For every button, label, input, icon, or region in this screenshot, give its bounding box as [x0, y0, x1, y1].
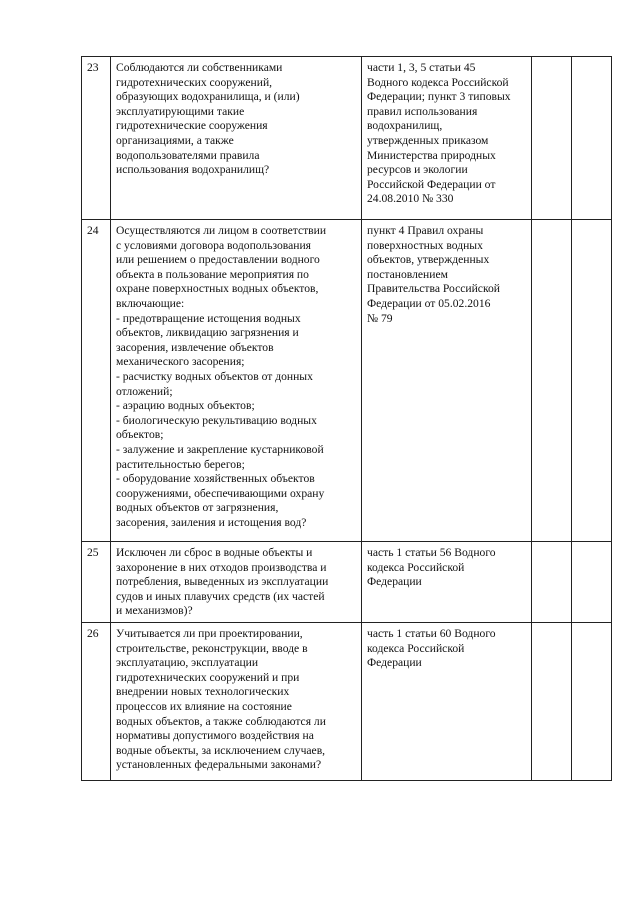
- question-cell: [111, 220, 362, 542]
- question-line: объекта в пользование мероприятия по: [116, 267, 309, 281]
- question-line: строительстве, реконструкции, вводе в: [116, 641, 308, 655]
- question-line: и механизмов)?: [116, 604, 193, 618]
- reference-line: 24.08.2010 № 330: [367, 192, 454, 206]
- reference-line: часть 1 статьи 56 Водного: [367, 546, 496, 559]
- answer-cell-b: [572, 220, 612, 542]
- question-line: Учитывается ли при проектировании,: [116, 626, 303, 640]
- reference-line: Российской Федерации от: [367, 177, 496, 191]
- question-line: Соблюдаются ли собственниками: [116, 61, 283, 74]
- question-line: использования водохранилищ?: [116, 163, 270, 177]
- table-row: [82, 57, 612, 220]
- question-line: объектов, ликвидацию загрязнения и: [116, 326, 299, 340]
- question-line: водных объектов от загрязнения,: [116, 501, 279, 515]
- reference-line: Федерации от 05.02.2016: [367, 296, 491, 310]
- question-line: растительностью берегов;: [116, 457, 245, 471]
- question-line: или решением о предоставлении водного: [116, 253, 320, 267]
- question-line: - аэрацию водных объектов;: [116, 399, 255, 413]
- question-line: объектов;: [116, 428, 164, 442]
- question-line: установленных федеральными законами?: [116, 758, 322, 772]
- question-cell: [111, 622, 362, 780]
- question-line: с условиями договора водопользования: [116, 238, 312, 252]
- question-line: эксплуатацию, эксплуатации: [116, 656, 259, 670]
- question-line: отложений;: [116, 384, 173, 398]
- question-line: - залужение и закрепление кустарниковой: [116, 442, 324, 456]
- checklist-body: [82, 57, 612, 781]
- answer-cell-b: [572, 542, 612, 623]
- reference-line: правил использования: [367, 104, 478, 118]
- question-line: образующих водохранилища, и (или): [116, 90, 300, 104]
- reference-line: пункт 4 Правил охраны: [367, 224, 484, 237]
- table-row: [82, 220, 612, 542]
- reference-line: Федерации; пункт 3 типовых: [367, 90, 511, 104]
- reference-line: кодекса Российской: [367, 560, 465, 574]
- question-line: Исключен ли сброс в водные объекты и: [116, 546, 313, 559]
- question-line: потребления, выведенных из эксплуатации: [116, 575, 329, 589]
- reference-line: постановлением: [367, 267, 448, 281]
- question-line: - предотвращение истощения водных: [116, 311, 301, 325]
- question-line: - биологическую рекультивацию водных: [116, 413, 317, 427]
- question-line: водных объектов, а также соблюдаются ли: [116, 714, 326, 728]
- question-line: захоронение в них отходов производства и: [116, 560, 327, 574]
- answer-cell-a: [532, 220, 572, 542]
- question-line: - оборудование хозяйственных объектов: [116, 472, 315, 486]
- question-cell: [111, 57, 362, 220]
- question-line: эксплуатирующими такие: [116, 104, 245, 118]
- row-number: 23: [82, 57, 111, 220]
- reference-line: Министерства природных: [367, 148, 496, 162]
- question-line: водные объекты, за исключением случаев,: [116, 743, 326, 757]
- question-line: Осуществляются ли лицом в соответствии: [116, 224, 327, 237]
- answer-cell-a: [532, 57, 572, 220]
- reference-line: Правительства Российской: [367, 282, 500, 296]
- legal-reference-cell: [362, 57, 532, 220]
- reference-line: Федерации: [367, 575, 422, 589]
- question-line: судов и иных плавучих средств (их частей: [116, 589, 325, 603]
- legal-reference-cell: [362, 220, 532, 542]
- row-number: 26: [82, 622, 111, 780]
- question-line: нормативы допустимого воздействия на: [116, 729, 314, 743]
- answer-cell-b: [572, 622, 612, 780]
- question-line: засорения, извлечение объектов: [116, 340, 274, 354]
- question-cell: [111, 542, 362, 623]
- table-row: [82, 622, 612, 780]
- question-line: гидротехнических сооружений,: [116, 75, 273, 89]
- row-number: 24: [82, 220, 111, 542]
- question-line: охране поверхностных водных объектов,: [116, 282, 319, 296]
- answer-cell-a: [532, 542, 572, 623]
- question-line: процессов их влияние на состояние: [116, 699, 292, 713]
- reference-line: ресурсов и экологии: [367, 163, 468, 177]
- row-number: 25: [82, 542, 111, 623]
- question-line: организациями, а также: [116, 133, 234, 147]
- reference-line: водохранилищ,: [367, 119, 443, 133]
- question-line: сооружениями, обеспечивающими охрану: [116, 486, 325, 500]
- reference-line: Водного кодекса Российской: [367, 75, 509, 89]
- question-line: засорения, заиления и истощения вод?: [116, 515, 307, 529]
- reference-line: Федерации: [367, 656, 422, 670]
- reference-line: № 79: [367, 311, 393, 325]
- reference-line: объектов, утвержденных: [367, 253, 490, 267]
- question-line: гидротехнических сооружений и при: [116, 670, 300, 684]
- legal-reference-cell: [362, 542, 532, 623]
- question-line: включающие:: [116, 296, 185, 310]
- question-line: - расчистку водных объектов от донных: [116, 369, 313, 383]
- reference-line: утвержденных приказом: [367, 133, 489, 147]
- question-line: внедрении новых технологических: [116, 685, 290, 699]
- question-line: водопользователями правила: [116, 148, 260, 162]
- reference-line: кодекса Российской: [367, 641, 465, 655]
- reference-line: поверхностных водных: [367, 238, 483, 252]
- answer-cell-b: [572, 57, 612, 220]
- question-line: механического засорения;: [116, 355, 245, 369]
- legal-reference-cell: [362, 622, 532, 780]
- reference-line: части 1, 3, 5 статьи 45: [367, 61, 476, 74]
- reference-line: часть 1 статьи 60 Водного: [367, 626, 496, 640]
- question-line: гидротехнические сооружения: [116, 119, 268, 133]
- table-row: [82, 542, 612, 623]
- answer-cell-a: [532, 622, 572, 780]
- checklist-table: [81, 56, 612, 781]
